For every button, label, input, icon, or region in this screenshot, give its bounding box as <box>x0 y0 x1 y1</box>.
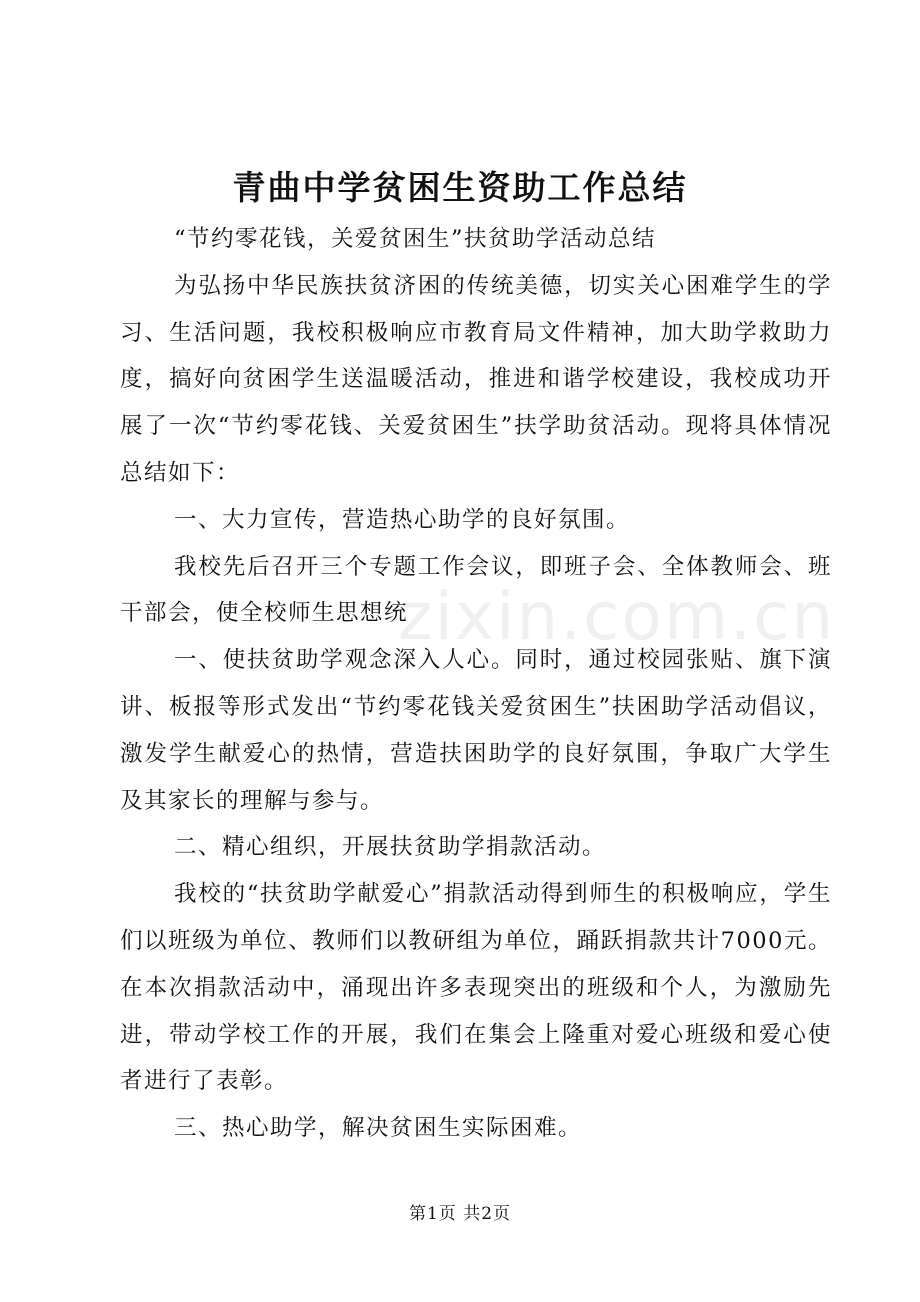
section-heading-2: 二、精心组织，开展扶贫助学捐款活动。 <box>174 834 607 861</box>
watermark: zixin.com.cn <box>398 578 836 655</box>
section-heading-1: 一、大力宣传，营造热心助学的良好氛围。 <box>174 506 631 533</box>
section-heading-3: 三、热心助学，解决贫困生实际困难。 <box>174 1115 583 1142</box>
paragraph-donation: 我校的“扶贫助学献爱心”捐款活动得到师生的积极响应，学生们以班级为单位、教师们以教研组为单位，踊跃捐款共计7000元。在本次捐款活动中，涌现出许多表现突出的班级和个人，为激励先进，带动学校工作的开展，我们在集会上隆重对爱心班级和爱心使者进行了表彰。 <box>120 881 832 1095</box>
document-subtitle: “节约零花钱，关爱贫困生”扶贫助学活动总结 <box>174 226 657 252</box>
paragraph-meetings: 我校先后召开三个专题工作会议，即班子会、全体教师会、班干部会，使全校师生思想统 <box>120 553 832 627</box>
paragraph-publicity: 一、使扶贫助学观念深入人心。同时，通过校园张贴、旗下演讲、板报等形式发出“节约零花钱关爱贫困生”扶困助学活动倡议，激发学生献爱心的热情，营造扶困助学的良好氛围，争取广大学生及其家长的理解与参与。 <box>120 647 832 814</box>
document-body <box>120 216 832 1152</box>
page-footer: 第1页 共2页 <box>408 1204 512 1224</box>
paragraph-intro: 为弘扬中华民族扶贫济困的传统美德，切实关心困难学生的学习、生活问题，我校积极响应市教育局文件精神，加大助学救助力度，搞好向贫困学生送温暖活动，推进和谐学校建设，我校成功开展了一次“节约零花钱、关爱贫困生”扶学助贫活动。现将具体情况总结如下： <box>120 272 832 486</box>
document-title: 青曲中学贫困生资助工作总结 <box>232 168 688 207</box>
